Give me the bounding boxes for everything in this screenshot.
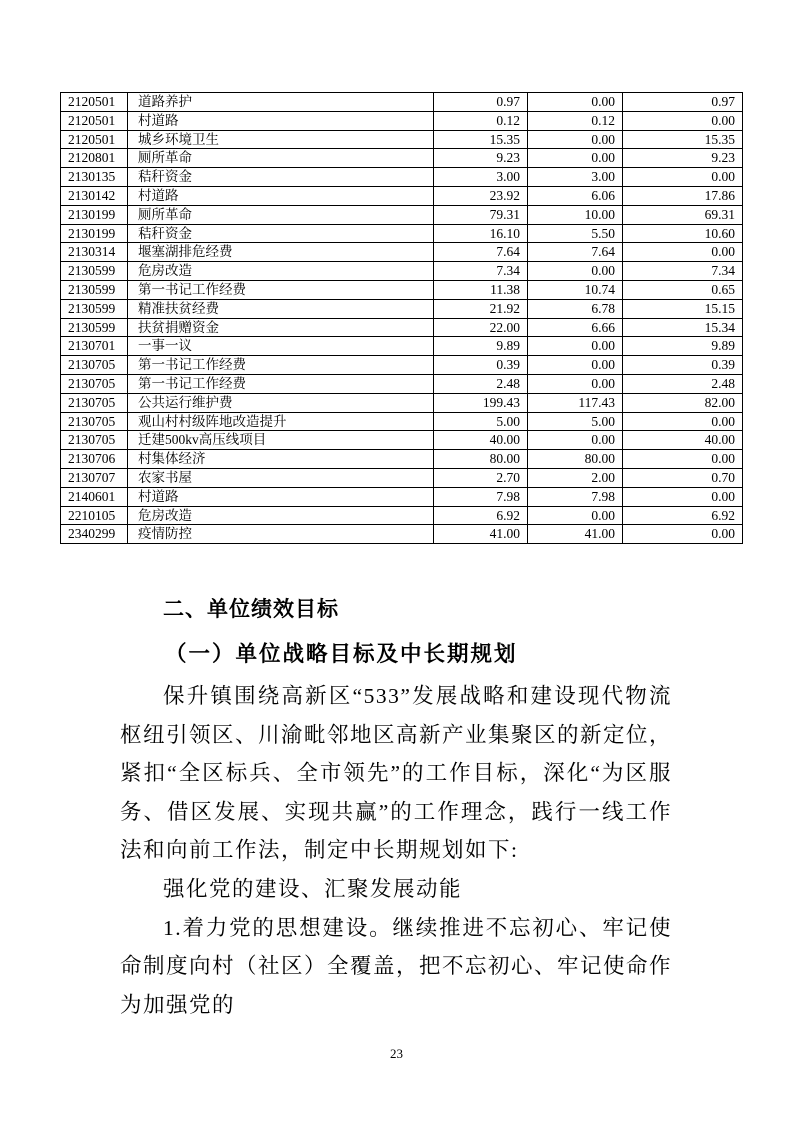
cell-code: 2130705: [61, 356, 128, 375]
cell-amount-1: 41.00: [434, 525, 528, 544]
cell-code: 2130705: [61, 374, 128, 393]
cell-amount-2: 5.00: [528, 412, 623, 431]
cell-project-name: 迁建500kv高压线项目: [128, 431, 434, 450]
cell-amount-3: 0.00: [623, 111, 743, 130]
cell-project-name: 秸秆资金: [128, 168, 434, 187]
content-section: [120, 560, 672, 1024]
table-row: [61, 130, 743, 149]
cell-project-name: 第一书记工作经费: [128, 374, 434, 393]
cell-amount-2: 0.00: [528, 130, 623, 149]
cell-amount-1: 5.00: [434, 412, 528, 431]
cell-amount-1: 23.92: [434, 186, 528, 205]
cell-amount-3: 0.39: [623, 356, 743, 375]
table-row: [61, 111, 743, 130]
table-row: [61, 468, 743, 487]
cell-code: 2120501: [61, 130, 128, 149]
cell-project-name: 疫情防控: [128, 525, 434, 544]
cell-amount-3: 10.60: [623, 224, 743, 243]
cell-amount-1: 15.35: [434, 130, 528, 149]
cell-code: 2120501: [61, 111, 128, 130]
table-row: [61, 487, 743, 506]
cell-amount-1: 2.48: [434, 374, 528, 393]
cell-amount-2: 0.00: [528, 374, 623, 393]
cell-code: 2120501: [61, 93, 128, 112]
subsection-heading-strategic-plan: （一）单位战略目标及中长期规划: [165, 642, 518, 666]
cell-amount-2: 2.00: [528, 468, 623, 487]
cell-amount-3: 0.97: [623, 93, 743, 112]
cell-amount-3: 9.89: [623, 337, 743, 356]
cell-project-name: 村集体经济: [128, 450, 434, 469]
cell-amount-2: 6.06: [528, 186, 623, 205]
table-row: [61, 506, 743, 525]
cell-project-name: 精准扶贫经费: [128, 299, 434, 318]
cell-amount-3: 40.00: [623, 431, 743, 450]
cell-project-name: 道路养护: [128, 93, 434, 112]
cell-amount-1: 7.98: [434, 487, 528, 506]
cell-amount-1: 3.00: [434, 168, 528, 187]
cell-amount-2: 0.00: [528, 262, 623, 281]
cell-code: 2130142: [61, 186, 128, 205]
cell-amount-1: 7.64: [434, 243, 528, 262]
page-number: 23: [390, 1046, 403, 1061]
paragraph-party-building-title: 强化党的建设、汇聚发展动能: [163, 876, 463, 901]
table-row: [61, 262, 743, 281]
cell-project-name: 厕所革命: [128, 149, 434, 168]
cell-amount-1: 9.89: [434, 337, 528, 356]
cell-amount-2: 0.00: [528, 506, 623, 525]
cell-amount-1: 21.92: [434, 299, 528, 318]
table-row: [61, 356, 743, 375]
cell-amount-2: 10.00: [528, 205, 623, 224]
cell-code: 2130199: [61, 205, 128, 224]
cell-amount-1: 199.43: [434, 393, 528, 412]
cell-amount-3: 0.00: [623, 168, 743, 187]
cell-project-name: 第一书记工作经费: [128, 356, 434, 375]
cell-code: 2130705: [61, 393, 128, 412]
cell-project-name: 村道路: [128, 186, 434, 205]
cell-amount-3: 17.86: [623, 186, 743, 205]
cell-code: 2130705: [61, 412, 128, 431]
cell-amount-2: 6.78: [528, 299, 623, 318]
cell-project-name: 村道路: [128, 487, 434, 506]
table-row: [61, 431, 743, 450]
cell-code: 2120801: [61, 149, 128, 168]
cell-project-name: 城乡环境卫生: [128, 130, 434, 149]
cell-code: 2130599: [61, 299, 128, 318]
cell-amount-1: 0.39: [434, 356, 528, 375]
cell-amount-1: 9.23: [434, 149, 528, 168]
cell-amount-1: 7.34: [434, 262, 528, 281]
cell-amount-3: 2.48: [623, 374, 743, 393]
cell-amount-1: 6.92: [434, 506, 528, 525]
cell-amount-3: 15.15: [623, 299, 743, 318]
cell-amount-3: 15.34: [623, 318, 743, 337]
cell-amount-2: 6.66: [528, 318, 623, 337]
cell-code: 2130701: [61, 337, 128, 356]
table-row: [61, 450, 743, 469]
cell-project-name: 观山村村级阵地改造提升: [128, 412, 434, 431]
cell-project-name: 危房改造: [128, 506, 434, 525]
cell-amount-3: 15.35: [623, 130, 743, 149]
cell-amount-2: 80.00: [528, 450, 623, 469]
table-row: [61, 337, 743, 356]
cell-code: 2130135: [61, 168, 128, 187]
cell-amount-2: 3.00: [528, 168, 623, 187]
cell-code: 2210105: [61, 506, 128, 525]
cell-amount-3: 0.70: [623, 468, 743, 487]
table-row: [61, 280, 743, 299]
cell-code: 2130599: [61, 318, 128, 337]
cell-code: 2130199: [61, 224, 128, 243]
cell-amount-2: 10.74: [528, 280, 623, 299]
cell-amount-1: 0.97: [434, 93, 528, 112]
table-row: [61, 224, 743, 243]
cell-amount-1: 16.10: [434, 224, 528, 243]
cell-amount-2: 0.00: [528, 431, 623, 450]
cell-project-name: 公共运行维护费: [128, 393, 434, 412]
cell-amount-1: 22.00: [434, 318, 528, 337]
cell-amount-2: 41.00: [528, 525, 623, 544]
budget-table-body: [61, 93, 743, 544]
cell-code: 2130705: [61, 431, 128, 450]
cell-project-name: 堰塞湖排危经费: [128, 243, 434, 262]
table-row: [61, 243, 743, 262]
cell-amount-3: 0.00: [623, 525, 743, 544]
cell-code: 2340299: [61, 525, 128, 544]
cell-amount-2: 5.50: [528, 224, 623, 243]
cell-amount-3: 82.00: [623, 393, 743, 412]
cell-amount-1: 0.12: [434, 111, 528, 130]
cell-amount-1: 11.38: [434, 280, 528, 299]
cell-project-name: 村道路: [128, 111, 434, 130]
cell-amount-2: 0.00: [528, 93, 623, 112]
cell-code: 2130599: [61, 262, 128, 281]
cell-amount-3: 0.65: [623, 280, 743, 299]
cell-amount-3: 0.00: [623, 412, 743, 431]
cell-amount-3: 0.00: [623, 450, 743, 469]
table-row: [61, 525, 743, 544]
table-row: [61, 412, 743, 431]
cell-amount-1: 40.00: [434, 431, 528, 450]
table-row: [61, 393, 743, 412]
section-heading-performance-goals: 二、单位绩效目标: [163, 598, 339, 621]
table-row: [61, 149, 743, 168]
cell-amount-3: 69.31: [623, 205, 743, 224]
cell-code: 2140601: [61, 487, 128, 506]
cell-project-name: 秸秆资金: [128, 224, 434, 243]
table-row: [61, 168, 743, 187]
table-row: [61, 186, 743, 205]
cell-amount-3: 6.92: [623, 506, 743, 525]
cell-project-name: 危房改造: [128, 262, 434, 281]
cell-code: 2130707: [61, 468, 128, 487]
cell-code: 2130706: [61, 450, 128, 469]
cell-amount-3: 0.00: [623, 243, 743, 262]
cell-amount-2: 0.00: [528, 149, 623, 168]
table-row: [61, 93, 743, 112]
cell-amount-2: 7.98: [528, 487, 623, 506]
cell-code: 2130599: [61, 280, 128, 299]
paragraph-ideology-building: 1.着力党的思想建设。继续推进不忘初心、牢记使命制度向村（社区）全覆盖，把不忘初心、牢记使命作为加强党的: [120, 915, 673, 1017]
cell-amount-3: 9.23: [623, 149, 743, 168]
table-row: [61, 318, 743, 337]
cell-amount-3: 0.00: [623, 487, 743, 506]
cell-amount-1: 80.00: [434, 450, 528, 469]
paragraph-strategy: 保升镇围绕高新区“533”发展战略和建设现代物流枢纽引领区、川渝毗邻地区高新产业集聚区的新定位，紧扣“全区标兵、全市领先”的工作目标，深化“为区服务、借区发展、实现共赢”的工作理念，践行一线工作法和向前工作法，制定中长期规划如下:: [120, 684, 673, 863]
cell-amount-2: 0.00: [528, 337, 623, 356]
budget-table: [60, 92, 743, 544]
cell-amount-2: 0.00: [528, 356, 623, 375]
cell-project-name: 扶贫捐赠资金: [128, 318, 434, 337]
cell-code: 2130314: [61, 243, 128, 262]
cell-project-name: 农家书屋: [128, 468, 434, 487]
cell-amount-1: 2.70: [434, 468, 528, 487]
cell-amount-3: 7.34: [623, 262, 743, 281]
table-row: [61, 205, 743, 224]
cell-project-name: 第一书记工作经费: [128, 280, 434, 299]
table-row: [61, 299, 743, 318]
cell-project-name: 一事一议: [128, 337, 434, 356]
cell-amount-2: 117.43: [528, 393, 623, 412]
cell-amount-2: 0.12: [528, 111, 623, 130]
table-row: [61, 374, 743, 393]
cell-amount-2: 7.64: [528, 243, 623, 262]
cell-amount-1: 79.31: [434, 205, 528, 224]
cell-project-name: 厕所革命: [128, 205, 434, 224]
